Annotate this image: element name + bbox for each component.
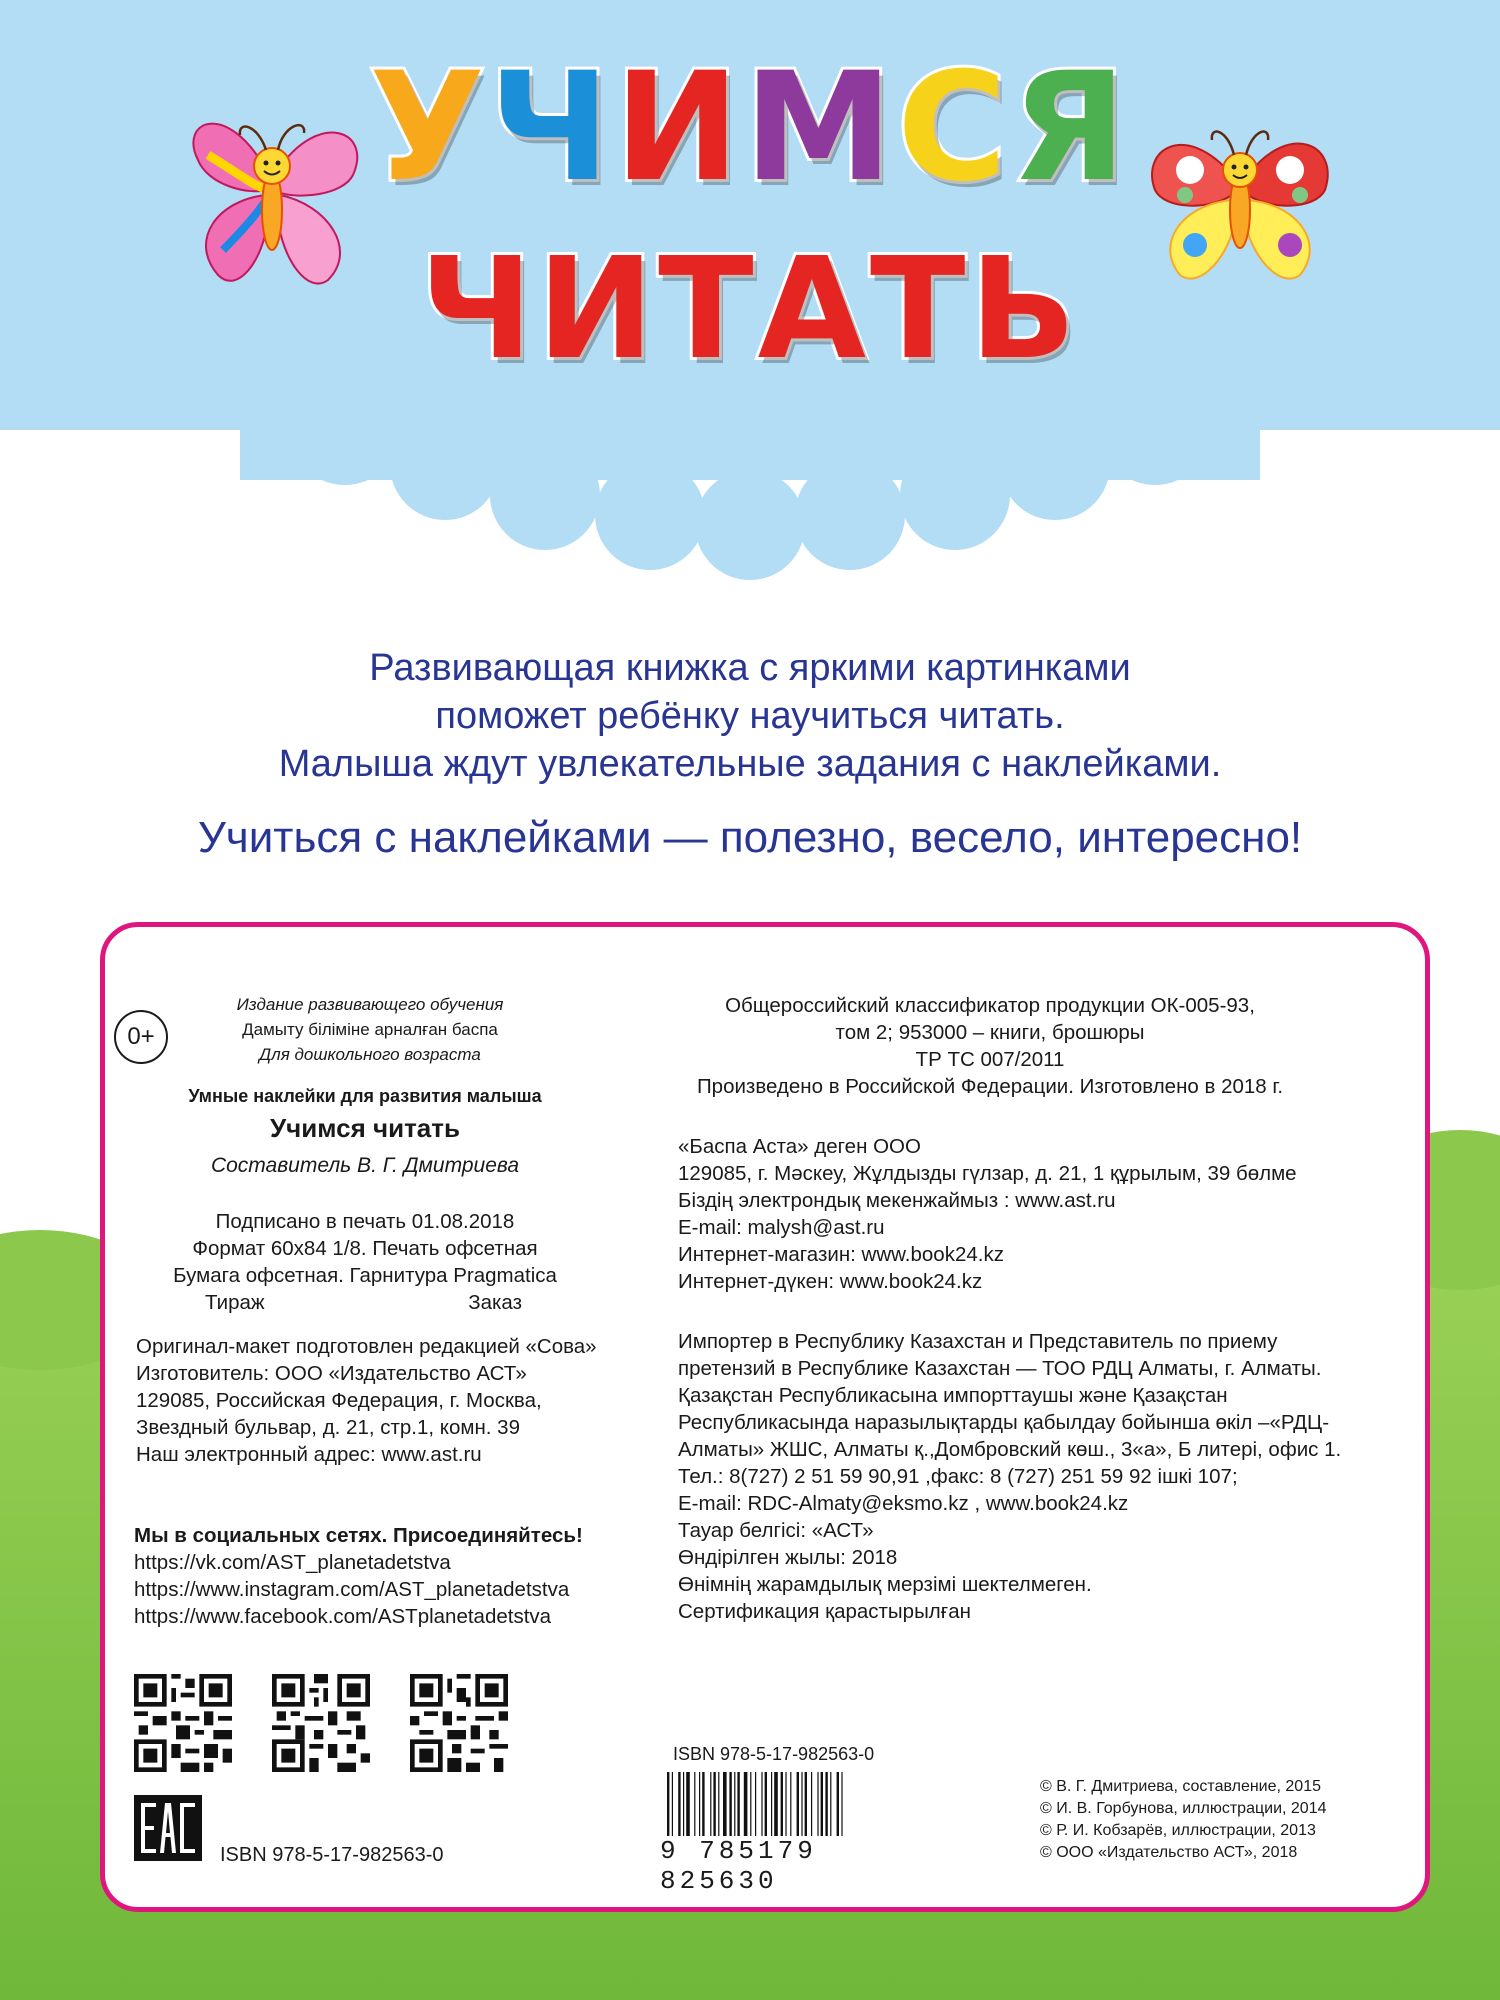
- kz-line: Біздің электрондық мекенжаймыз : www.ast.ru: [678, 1189, 1116, 1212]
- classifier-line: Произведено в Российской Федерации. Изготовлено в 2018 г.: [696, 1075, 1284, 1098]
- book-info: [120, 1083, 610, 1181]
- title-letter: С: [897, 41, 1012, 215]
- importer-block: [678, 1328, 1418, 1625]
- edition-line: Издание развивающего обучения: [236, 995, 504, 1014]
- title-letter: У: [369, 41, 489, 215]
- promo-line: поможет ребёнку научиться читать.: [435, 695, 1065, 737]
- importer-line: Тауар белгісі: «АСТ»: [678, 1519, 874, 1542]
- book-title: Учимся читать: [270, 1113, 460, 1143]
- kz-line: E-mail: malysh@ast.ru: [678, 1216, 885, 1239]
- publisher-line: Изготовитель: ООО «Издательство АСТ»: [136, 1362, 527, 1385]
- copyright-line: © И. В. Горбунова, иллюстрации, 2014: [1040, 1800, 1327, 1817]
- kz-line: Интернет-дүкен: www.book24.kz: [678, 1270, 983, 1293]
- publisher-line: 129085, Российская Федерация, г. Москва,: [136, 1389, 542, 1412]
- importer-line: Өндірілген жылы: 2018: [678, 1546, 898, 1569]
- classifier-line: ТР ТС 007/2011: [915, 1048, 1065, 1071]
- barcode-digits: 9 785179 825630: [660, 1836, 900, 1896]
- importer-line: Қазақстан Республикасына импорттаушы және Қазақстан: [678, 1384, 1228, 1407]
- title-letter: Я: [1011, 41, 1131, 215]
- classifier-line: том 2; 953000 – книги, брошюры: [835, 1021, 1145, 1044]
- importer-line: Тел.: 8(727) 2 51 59 90,91 ,факс: 8 (727) 251 59 92 ішкі 107;: [678, 1465, 1238, 1488]
- edition-line: Для дошкольного возраста: [259, 1045, 481, 1064]
- classifier-block: [680, 992, 1300, 1100]
- edition-line: Дамыту біліміне арналған баспа: [242, 1020, 498, 1039]
- publisher-line: Оригинал-макет подготовлен редакцией «Сова»: [136, 1335, 597, 1358]
- publisher-line: Наш электронный адрес: www.ast.ru: [136, 1443, 482, 1466]
- social-block: [134, 1522, 674, 1630]
- promo-line: Малыша ждут увлекательные задания с наклейками.: [278, 743, 1222, 785]
- print-line: Формат 60х84 1/8. Печать офсетная: [192, 1237, 538, 1260]
- publisher-line: Звездный бульвар, д. 21, стр.1, комн. 39: [136, 1416, 520, 1439]
- social-heading: Мы в социальных сетях. Присоединяйтесь!: [134, 1524, 583, 1547]
- importer-line: претензий в Республике Казахстан — ТОО РДЦ Алматы, г. Алматы.: [678, 1357, 1322, 1380]
- isbn-left: ISBN 978-5-17-982563-0: [220, 1844, 444, 1866]
- copyright-line: © Р. И. Кобзарёв, иллюстрации, 2013: [1040, 1822, 1316, 1839]
- kz-line: Интернет-магазин: www.book24.kz: [678, 1243, 1004, 1266]
- importer-line: Өнімнің жарамдылық мерзімі шектелмеген.: [678, 1573, 1092, 1596]
- kz-line: «Баспа Аста» деген ООО: [678, 1135, 921, 1158]
- title-line-2: ЧИТАТЬ: [419, 228, 1081, 391]
- zakaz-label: Заказ: [468, 1291, 522, 1314]
- importer-line: Республикасында наразылықтарды қабылдау бойынша өкіл –«РДЦ-: [678, 1411, 1330, 1434]
- print-line: Бумага офсетная. Гарнитура Pragmatica: [173, 1264, 557, 1287]
- title-letter: И: [614, 41, 744, 215]
- copyright-line: © В. Г. Дмитриева, составление, 2015: [1040, 1778, 1321, 1795]
- importer-line: Алматы» ЖШС, Алматы қ.,Домбровский көш., 3«а», Б литері, офис 1.: [678, 1438, 1342, 1461]
- barcode-isbn: ISBN 978-5-17-982563-0: [673, 1744, 875, 1764]
- eac-mark: [134, 1795, 202, 1861]
- age-rating-badge: 0+: [114, 1010, 168, 1064]
- edition-type: [190, 992, 550, 1067]
- print-details: [150, 1208, 580, 1316]
- print-line: Подписано в печать 01.08.2018: [215, 1210, 515, 1233]
- social-link[interactable]: https://www.instagram.com/AST_planetadetstva: [134, 1578, 570, 1601]
- classifier-line: Общероссийский классификатор продукции ОК-005-93,: [725, 994, 1255, 1017]
- kz-line: 129085, г. Мәскеу, Жұлдызды гүлзар, д. 21, 1 құрылым, 39 бөлме: [678, 1162, 1297, 1185]
- social-link[interactable]: https://vk.com/AST_planetadetstva: [134, 1551, 451, 1574]
- title-letter: Ч: [489, 41, 615, 215]
- importer-line: Импортер в Республику Казахстан и Представитель по приему: [678, 1330, 1278, 1353]
- social-link[interactable]: https://www.facebook.com/ASTplanetadetstva: [134, 1605, 552, 1628]
- promo-line: Развивающая книжка с яркими картинками: [369, 647, 1131, 689]
- importer-line: Сертификация қарастырылған: [678, 1600, 971, 1623]
- copyright-line: © ООО «Издательство АСТ», 2018: [1040, 1844, 1298, 1861]
- title-letter: М: [743, 41, 898, 215]
- promo-slogan: Учиться с наклейками — полезно, весело, интересно!: [197, 813, 1303, 862]
- qr-code-facebook[interactable]: [410, 1674, 508, 1772]
- title-line-1: [0, 38, 1500, 218]
- publisher-info: [136, 1333, 656, 1468]
- tirazh-label: Тираж: [205, 1291, 265, 1314]
- kz-publisher-block: [678, 1133, 1398, 1295]
- qr-code-instagram[interactable]: [272, 1674, 370, 1772]
- series-name: Умные наклейки для развития малыша: [188, 1086, 542, 1106]
- qr-code-vk[interactable]: [134, 1674, 232, 1772]
- promo-block: [0, 644, 1500, 866]
- compiler: Составитель В. Г. Дмитриева: [210, 1154, 520, 1177]
- copyright-block: [1040, 1776, 1340, 1864]
- importer-line: E-mail: RDC-Almaty@eksmo.kz , www.book24.kz: [678, 1492, 1129, 1515]
